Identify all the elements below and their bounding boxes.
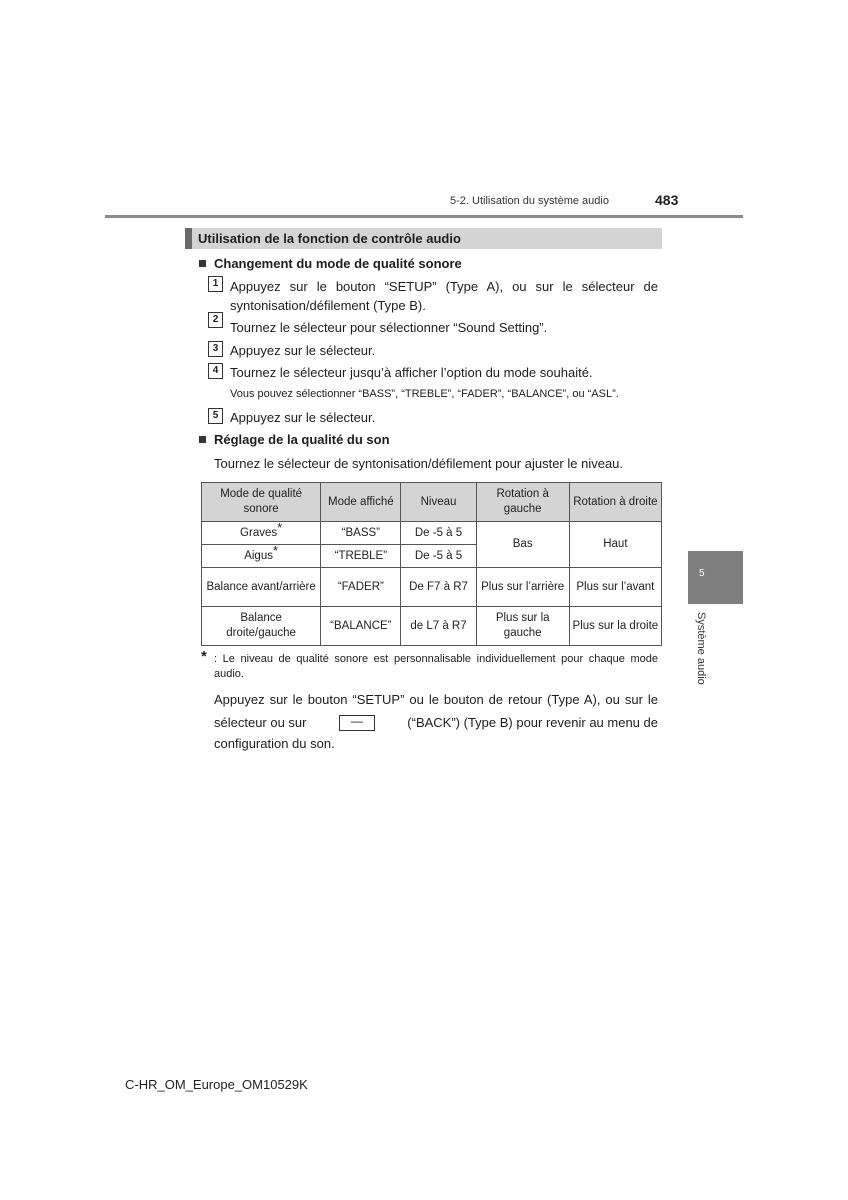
header-rule [105, 215, 743, 218]
sound-quality-text: Tournez le sélecteur de syntonisation/défilement pour ajuster le niveau. [214, 456, 624, 471]
table-cell-left: Plus sur l’arrière [476, 568, 569, 607]
footnote-star: * [272, 542, 279, 558]
table-cell-mode: Aigus* [202, 545, 321, 568]
closing-line-2-b: (“BACK”) (Type B) pour revenir au menu de [407, 715, 658, 730]
step-number-4: 4 [208, 363, 223, 379]
table-header-row [202, 483, 662, 522]
table-cell-display: “TREBLE” [321, 545, 401, 568]
table-cell-right: Plus sur l’avant [569, 568, 661, 607]
step-number-1: 1 [208, 276, 223, 292]
step-1-line-1: Appuyez sur le bouton “SETUP” (Type A), ou sur le sélecteur de [230, 279, 658, 294]
table-cell-level: De F7 à R7 [401, 568, 476, 607]
closing-line-1: Appuyez sur le bouton “SETUP” ou le bouton de retour (Type A), ou sur le [214, 692, 658, 707]
table-header-cell: Rotation à droite [569, 483, 661, 522]
subheading-sound-mode: Changement du mode de qualité sonore [199, 256, 462, 271]
table-header-cell: Mode de qualité sonore [202, 483, 321, 522]
table-cell-left: Plus sur la gauche [476, 607, 569, 646]
table-cell-mode: Balance droite/gauche [202, 607, 321, 646]
table-row [202, 607, 662, 646]
table-cell-display: “BASS” [321, 522, 401, 545]
step-number-2: 2 [208, 312, 223, 328]
square-bullet-icon [199, 436, 206, 443]
step-4-text: Tournez le sélecteur jusqu’à afficher l’option du mode souhaité. [230, 365, 593, 380]
step-4-note: Vous pouvez sélectionner “BASS”, “TREBLE”, “FADER”, “BALANCE”, ou “ASL”. [230, 388, 619, 400]
closing-line-2-a: sélecteur ou sur [214, 715, 307, 730]
table-cell-display: “FADER” [321, 568, 401, 607]
table-cell-level: De -5 à 5 [401, 545, 476, 568]
step-number-5: 5 [208, 408, 223, 424]
square-bullet-icon [199, 260, 206, 267]
table-row [202, 568, 662, 607]
chapter-number: 5 [699, 568, 705, 579]
closing-line-3: configuration du son. [214, 736, 335, 751]
running-header-section: 5-2. Utilisation du système audio [450, 195, 609, 207]
closing-line-2 [214, 713, 658, 732]
table-header-cell: Niveau [401, 483, 476, 522]
table-header-cell: Mode affiché [321, 483, 401, 522]
table-header-cell: Rotation à gauche [476, 483, 569, 522]
subheading-sound-quality: Réglage de la qualité du son [199, 432, 390, 447]
step-number-3: 3 [208, 341, 223, 357]
footnote-text: : Le niveau de qualité sonore est personnalisable individuellement pour chaque mode audio. [214, 653, 658, 680]
sound-mode-table [201, 482, 662, 646]
step-5-text: Appuyez sur le sélecteur. [230, 410, 376, 425]
chapter-label: Système audio [695, 612, 707, 685]
section-title: Utilisation de la fonction de contrôle audio [198, 231, 461, 246]
footnote [201, 648, 658, 682]
table-cell-right: Plus sur la droite [569, 607, 661, 646]
table-cell-mode: Balance avant/arrière [202, 568, 321, 607]
table-row [202, 522, 662, 545]
page-number: 483 [655, 192, 679, 208]
step-1-line-2: syntonisation/défilement (Type B). [230, 298, 426, 313]
table-cell-right-merged: Haut [569, 522, 661, 568]
table-cell-mode: Graves* [202, 522, 321, 545]
chapter-tab [688, 551, 743, 604]
footnote-star: * [277, 519, 283, 535]
step-3-text: Appuyez sur le sélecteur. [230, 343, 376, 358]
footnote-star: * [201, 648, 207, 665]
table-cell-level: de L7 à R7 [401, 607, 476, 646]
table-cell-level: De -5 à 5 [401, 522, 476, 545]
table-cell-left-merged: Bas [476, 522, 569, 568]
document-code: C-HR_OM_Europe_OM10529K [125, 1077, 308, 1092]
step-2-text: Tournez le sélecteur pour sélectionner “Sound Setting”. [230, 320, 548, 335]
section-title-bar [185, 228, 662, 249]
table-cell-display: “BALANCE” [321, 607, 401, 646]
back-key-icon: — [339, 715, 375, 731]
